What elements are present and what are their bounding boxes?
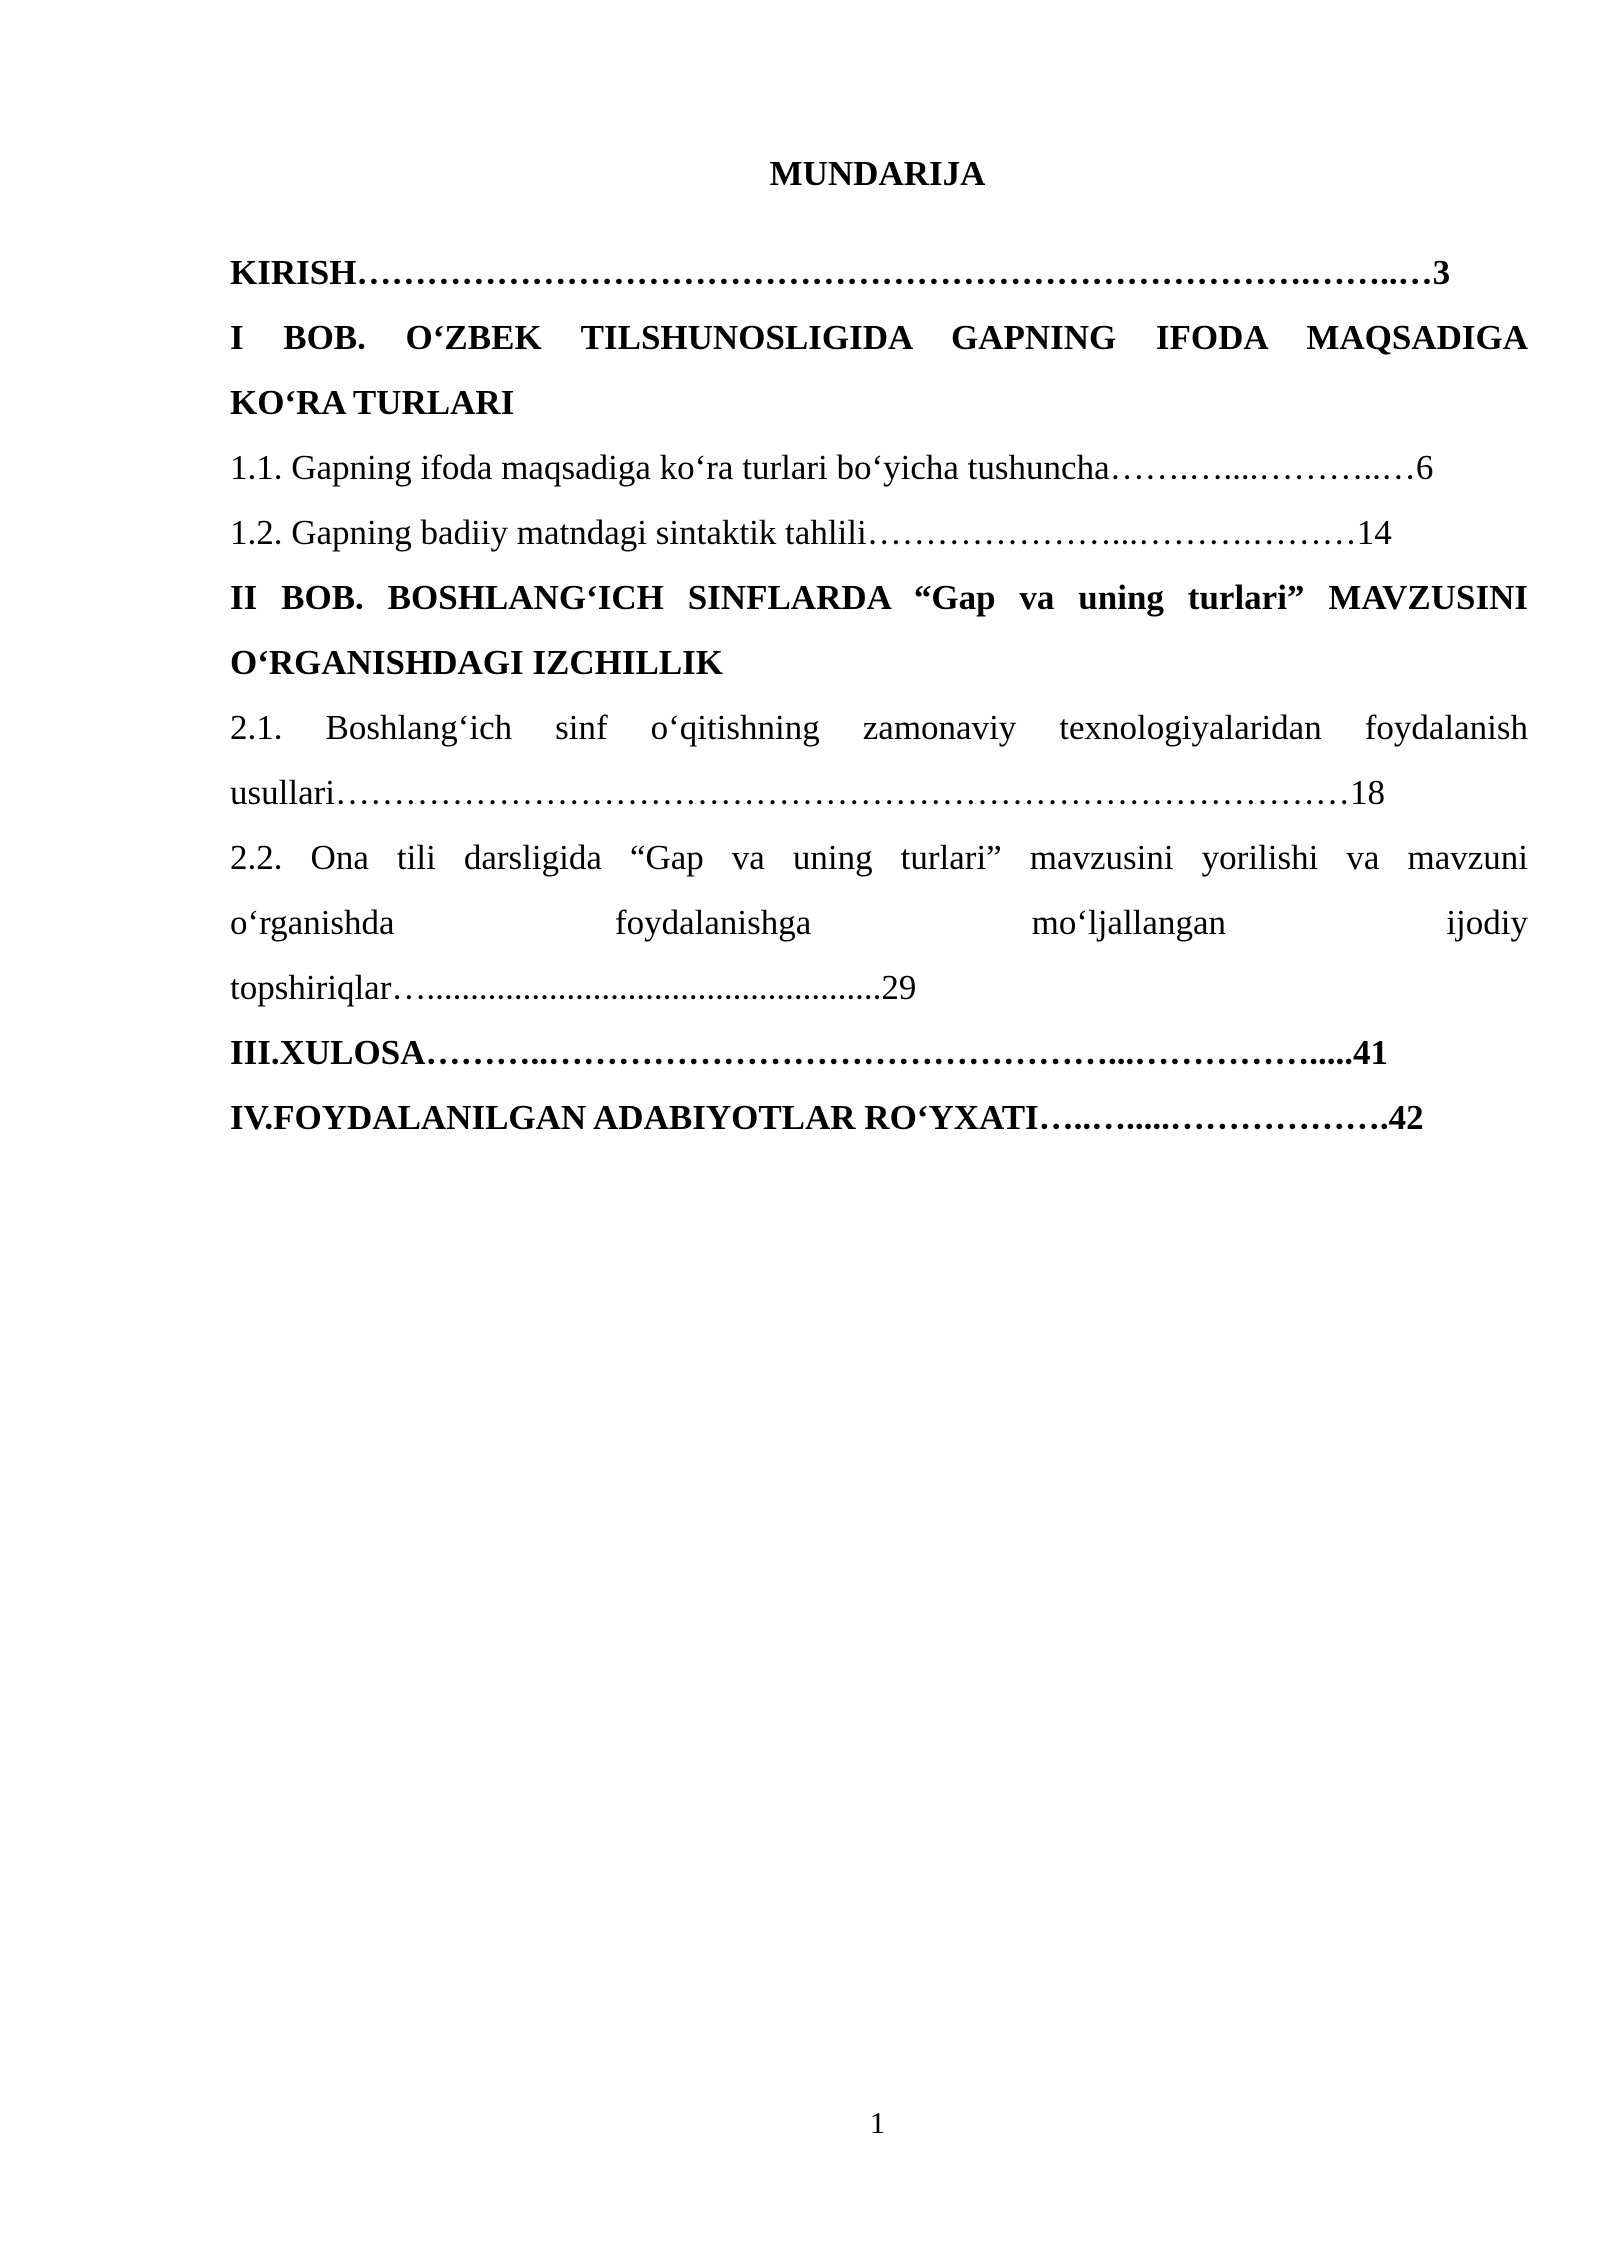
toc-line-chapter-2-title: II BOB. BOSHLANG‘ICH SINFLARDA “Gap va uning turlari” MAVZUSINI (230, 578, 1528, 617)
page-title: MUNDARIJA (769, 154, 986, 193)
toc-line-kirish: KIRISH……………………………………………………………………….……..…3 (230, 253, 1451, 292)
page-number: 1 (869, 2105, 886, 2140)
toc-line-chapter-1-title: I BOB. O‘ZBEK TILSHUNOSLIGIDA GAPNING IFODA MAQSADIGA (230, 318, 1528, 357)
toc-line-chapter-1-title-cont: KO‘RA TURLARI (230, 383, 515, 422)
toc-line-adabiyotlar: IV.FOYDALANILGAN ADABIYOTLAR RO‘YXATI…..….....……………….42 (230, 1098, 1424, 1137)
toc-line-section-1-2: 1.2. Gapning badiiy matndagi sintaktik tahlili…………………...……….………14 (230, 513, 1392, 552)
toc-line-section-2-1-cont: usullari……………………………………………………………………………18 (230, 773, 1385, 812)
toc-line-xulosa: III.XULOSA………..…………………………………………...…………….....41 (230, 1033, 1388, 1072)
toc-line-section-2-2: 2.2. Ona tili darsligida “Gap va uning turlari” mavzusini yorilishi va mavzuni (230, 838, 1528, 877)
table-of-contents (230, 240, 1528, 1150)
toc-line-chapter-2-title-cont: O‘RGANISHDAGI IZCHILLIK (230, 643, 724, 682)
toc-line-section-2-2-cont: o‘rganishda foydalanishga mo‘ljallangan ijodiy (230, 903, 1528, 942)
toc-line-section-1-1: 1.1. Gapning ifoda maqsadiga ko‘ra turlari bo‘yicha tushuncha…….…....………..…6 (230, 448, 1434, 487)
toc-line-section-2-2-end: topshiriqlar…....................................................29 (230, 968, 917, 1007)
toc-line-section-2-1: 2.1. Boshlang‘ich sinf o‘qitishning zamonaviy texnologiyalaridan foydalanish (230, 708, 1528, 747)
